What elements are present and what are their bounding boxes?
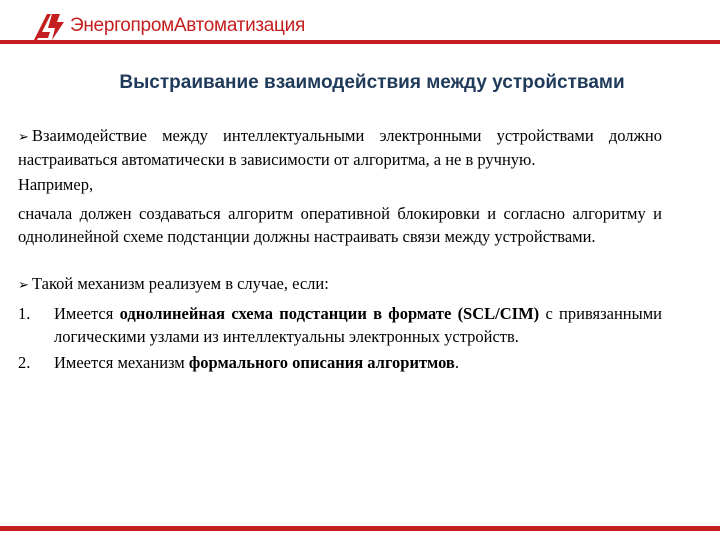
- slide-title: [0, 72, 720, 94]
- bullet-2-text: Такой механизм реализуем в случае, если:: [32, 274, 329, 293]
- footer-divider: [0, 526, 720, 531]
- bullet-1-text: Взаимодействие между интеллектуальными электронными устройствами должно настраиваться автоматически в зависимости от алгоритма, а не в ручную.: [18, 126, 662, 169]
- example-label: Например,: [18, 175, 94, 194]
- header: [0, 0, 720, 52]
- arrow-bullet-icon: ➢: [18, 277, 29, 292]
- slide-title-text: Выстраивание взаимодействия между устройствами: [119, 72, 625, 93]
- list-item: [18, 302, 662, 348]
- list-item-text: Имеется однолинейная схема подстанции в формате (SCL/CIM) с привязанными логическими узлами из интеллектуальны электронных устройств.: [54, 304, 662, 346]
- list-item-number: 2.: [18, 353, 31, 372]
- list-item: [18, 351, 662, 374]
- bullet-paragraph-2: [18, 272, 662, 296]
- header-divider: [0, 40, 720, 44]
- list-item-number: 1.: [18, 304, 31, 323]
- arrow-bullet-icon: ➢: [18, 129, 29, 144]
- list-item-bold: однолинейная схема подстанции в формате (SCL/CIM): [119, 304, 540, 323]
- company-logo-icon: [30, 10, 66, 42]
- list-item-text: Имеется механизм формального описания алгоритмов.: [54, 353, 459, 372]
- slide-body: [18, 124, 662, 377]
- example-text: сначала должен создаваться алгоритм оперативной блокировки и согласно алгоритму и однолинейной схеме подстанции должны настраивать связи между устройствами.: [18, 204, 662, 246]
- list-item-bold: формального описания алгоритмов: [188, 353, 455, 372]
- numbered-list: [18, 302, 662, 374]
- company-logo: [30, 10, 305, 42]
- bullet-paragraph-1: [18, 124, 662, 171]
- company-name: ЭнергопромАвтоматизация: [70, 15, 305, 36]
